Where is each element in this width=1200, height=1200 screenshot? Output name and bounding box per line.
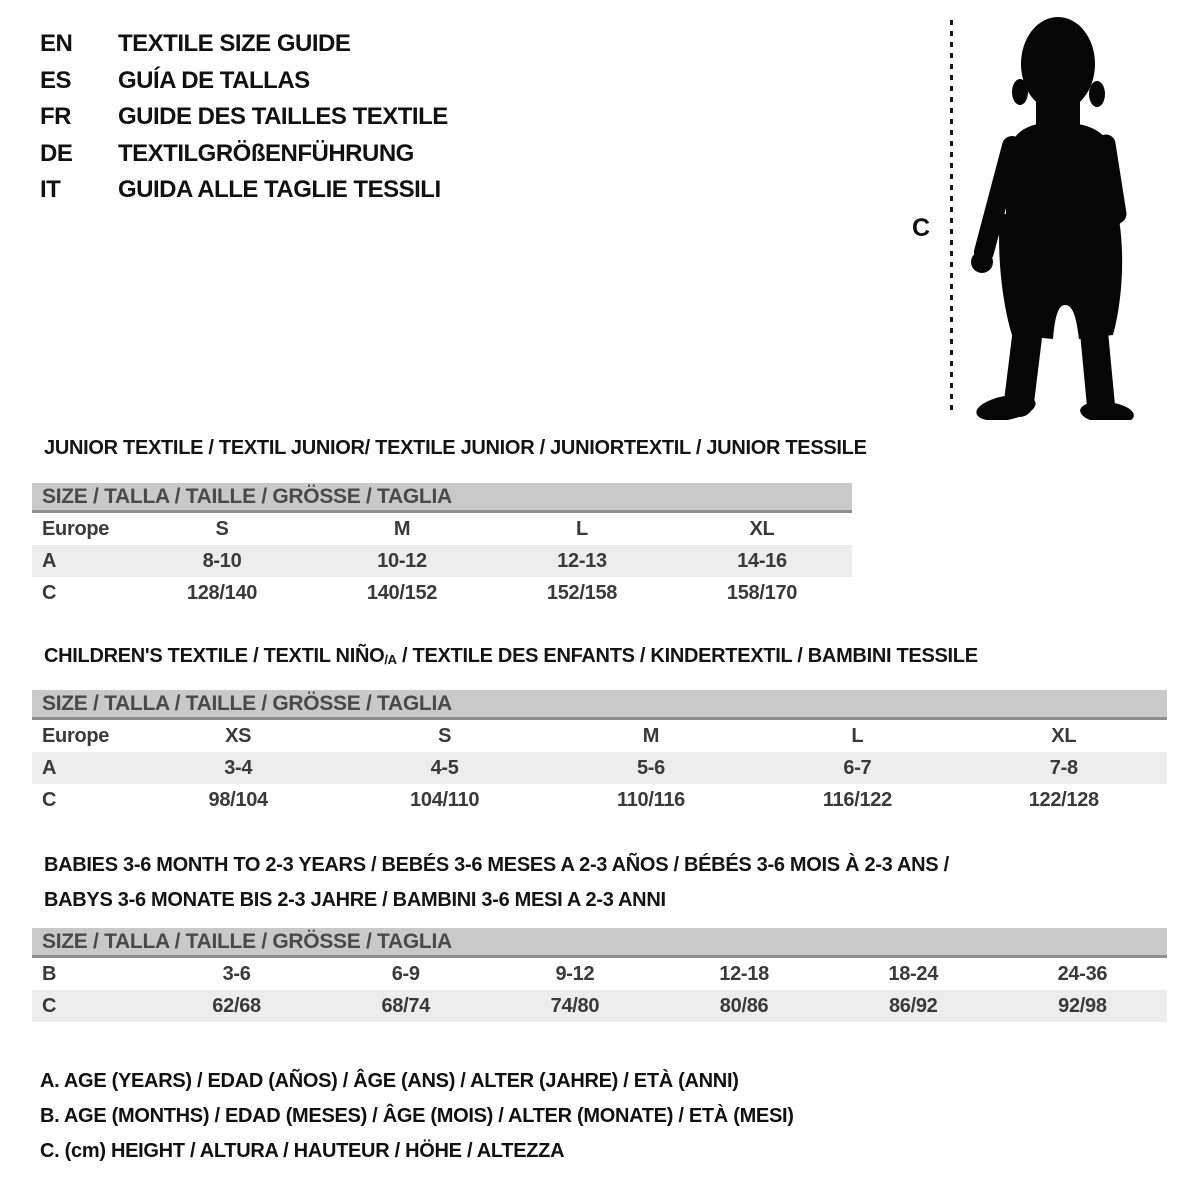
size-column: L [851,724,864,747]
legend-height-cm: C. (cm) HEIGHT / ALTURA / HAUTEUR / HÖHE / ALTEZZA [40,1140,565,1162]
children-age-row [32,752,1167,784]
language-code: IT [40,176,61,204]
height-measure-label: C [912,214,931,242]
children-heading-sub: /A [384,652,397,667]
months-value: 6-9 [391,962,420,985]
months-value: 18-24 [888,962,939,985]
height-value: 98/104 [208,788,268,811]
height-value: 116/122 [822,788,892,811]
height-value: 158/170 [726,581,798,604]
language-row [40,136,448,173]
junior-height-row [32,577,852,609]
age-value: 14-16 [737,549,787,572]
row-label: C [42,788,57,811]
height-value: 80/86 [719,994,769,1017]
babies-months-row [32,958,1167,990]
language-row [40,63,448,100]
row-label: C [42,994,57,1017]
row-label: A [42,756,57,779]
height-value: 62/68 [212,994,261,1017]
legend-age-months: B. AGE (MONTHS) / EDAD (MESES) / ÂGE (MOIS) / ALTER (MONATE) / ETÀ (MESI) [40,1105,794,1127]
months-value: 24-36 [1057,962,1108,985]
babies-size-table [32,928,1167,1022]
height-value: 128/140 [186,581,258,604]
row-label: C [42,581,57,604]
junior-section-heading: JUNIOR TEXTILE / TEXTIL JUNIOR/ TEXTILE JUNIOR / JUNIORTEXTIL / JUNIOR TESSILE [44,437,867,459]
size-column: L [576,517,588,540]
children-size-table [32,690,1167,816]
age-value: 4-5 [430,756,459,779]
babies-heading-line1: BABIES 3-6 MONTH TO 2-3 YEARS / BEBÉS 3-6 MESES A 2-3 AÑOS / BÉBÉS 3-6 MOIS À 2-3 ANS / [44,854,949,876]
guide-title: TEXTILGRÖßENFÜHRUNG [118,139,414,167]
height-value: 122/128 [1028,788,1099,811]
size-column: S [215,517,229,540]
guide-title: GUIDE DES TAILLES TEXTILE [118,103,448,131]
size-column: M [393,517,411,540]
height-value: 152/158 [546,581,618,604]
age-value: 6-7 [843,756,872,779]
babies-size-header-bar: SIZE / TALLA / TAILLE / GRÖSSE / TAGLIA [32,928,1167,958]
region-label: Europe [42,724,110,747]
region-label: Europe [42,517,110,540]
babies-height-row [32,990,1167,1022]
language-code: FR [40,103,71,131]
height-value: 140/152 [366,581,438,604]
junior-size-header-bar: SIZE / TALLA / TAILLE / GRÖSSE / TAGLIA [32,483,852,513]
language-row [40,26,448,63]
guide-title: GUÍA DE TALLAS [118,66,310,94]
legend-age-years: A. AGE (YEARS) / EDAD (AÑOS) / ÂGE (ANS) / ALTER (JAHRE) / ETÀ (ANNI) [40,1070,739,1092]
height-value: 110/116 [616,788,685,811]
language-code: DE [40,139,73,167]
age-value: 8-10 [202,549,242,572]
row-label: A [42,549,57,572]
months-value: 3-6 [222,962,251,985]
children-heading-text: CHILDREN'S TEXTILE / TEXTIL NIÑO [44,645,385,667]
language-code: EN [40,30,73,58]
age-value: 12-13 [557,549,607,572]
toddler-silhouette-icon [966,14,1138,420]
age-value: 3-4 [224,756,253,779]
size-column: XL [1051,724,1077,747]
age-value: 7-8 [1049,756,1078,779]
age-value: 10-12 [377,549,427,572]
months-value: 9-12 [555,962,595,985]
age-value: 5-6 [636,756,665,779]
guide-title: TEXTILE SIZE GUIDE [118,30,351,58]
height-value: 68/74 [381,994,431,1017]
language-title-list [40,26,448,209]
language-row [40,99,448,136]
size-column: S [438,724,452,747]
language-row [40,172,448,209]
measurement-legend [40,1064,794,1169]
children-height-row [32,784,1167,816]
months-value: 12-18 [719,962,769,985]
guide-title: GUIDA ALLE TAGLIE TESSILI [118,176,441,204]
babies-heading-line2: BABYS 3-6 MONATE BIS 2-3 JAHRE / BAMBINI 3-6 MESI A 2-3 ANNI [44,889,666,911]
size-column: XL [749,517,775,540]
height-value: 92/98 [1058,994,1107,1017]
junior-size-table [32,483,852,609]
row-label: B [42,962,57,985]
height-measure-dashed-line [950,20,953,416]
language-code: ES [40,66,72,94]
children-section-heading [44,645,978,668]
height-value: 104/110 [410,788,480,811]
children-size-header-bar: SIZE / TALLA / TAILLE / GRÖSSE / TAGLIA [32,690,1167,720]
size-column: M [642,724,660,747]
height-value: 86/92 [888,994,938,1017]
babies-section-heading [44,848,949,918]
children-columns-row [32,720,1167,752]
size-column: XS [225,724,252,747]
children-heading-text: / TEXTILE DES ENFANTS / KINDERTEXTIL / BAMBINI TESSILE [396,645,978,667]
junior-columns-row [32,513,852,545]
height-value: 74/80 [550,994,600,1017]
junior-age-row [32,545,852,577]
